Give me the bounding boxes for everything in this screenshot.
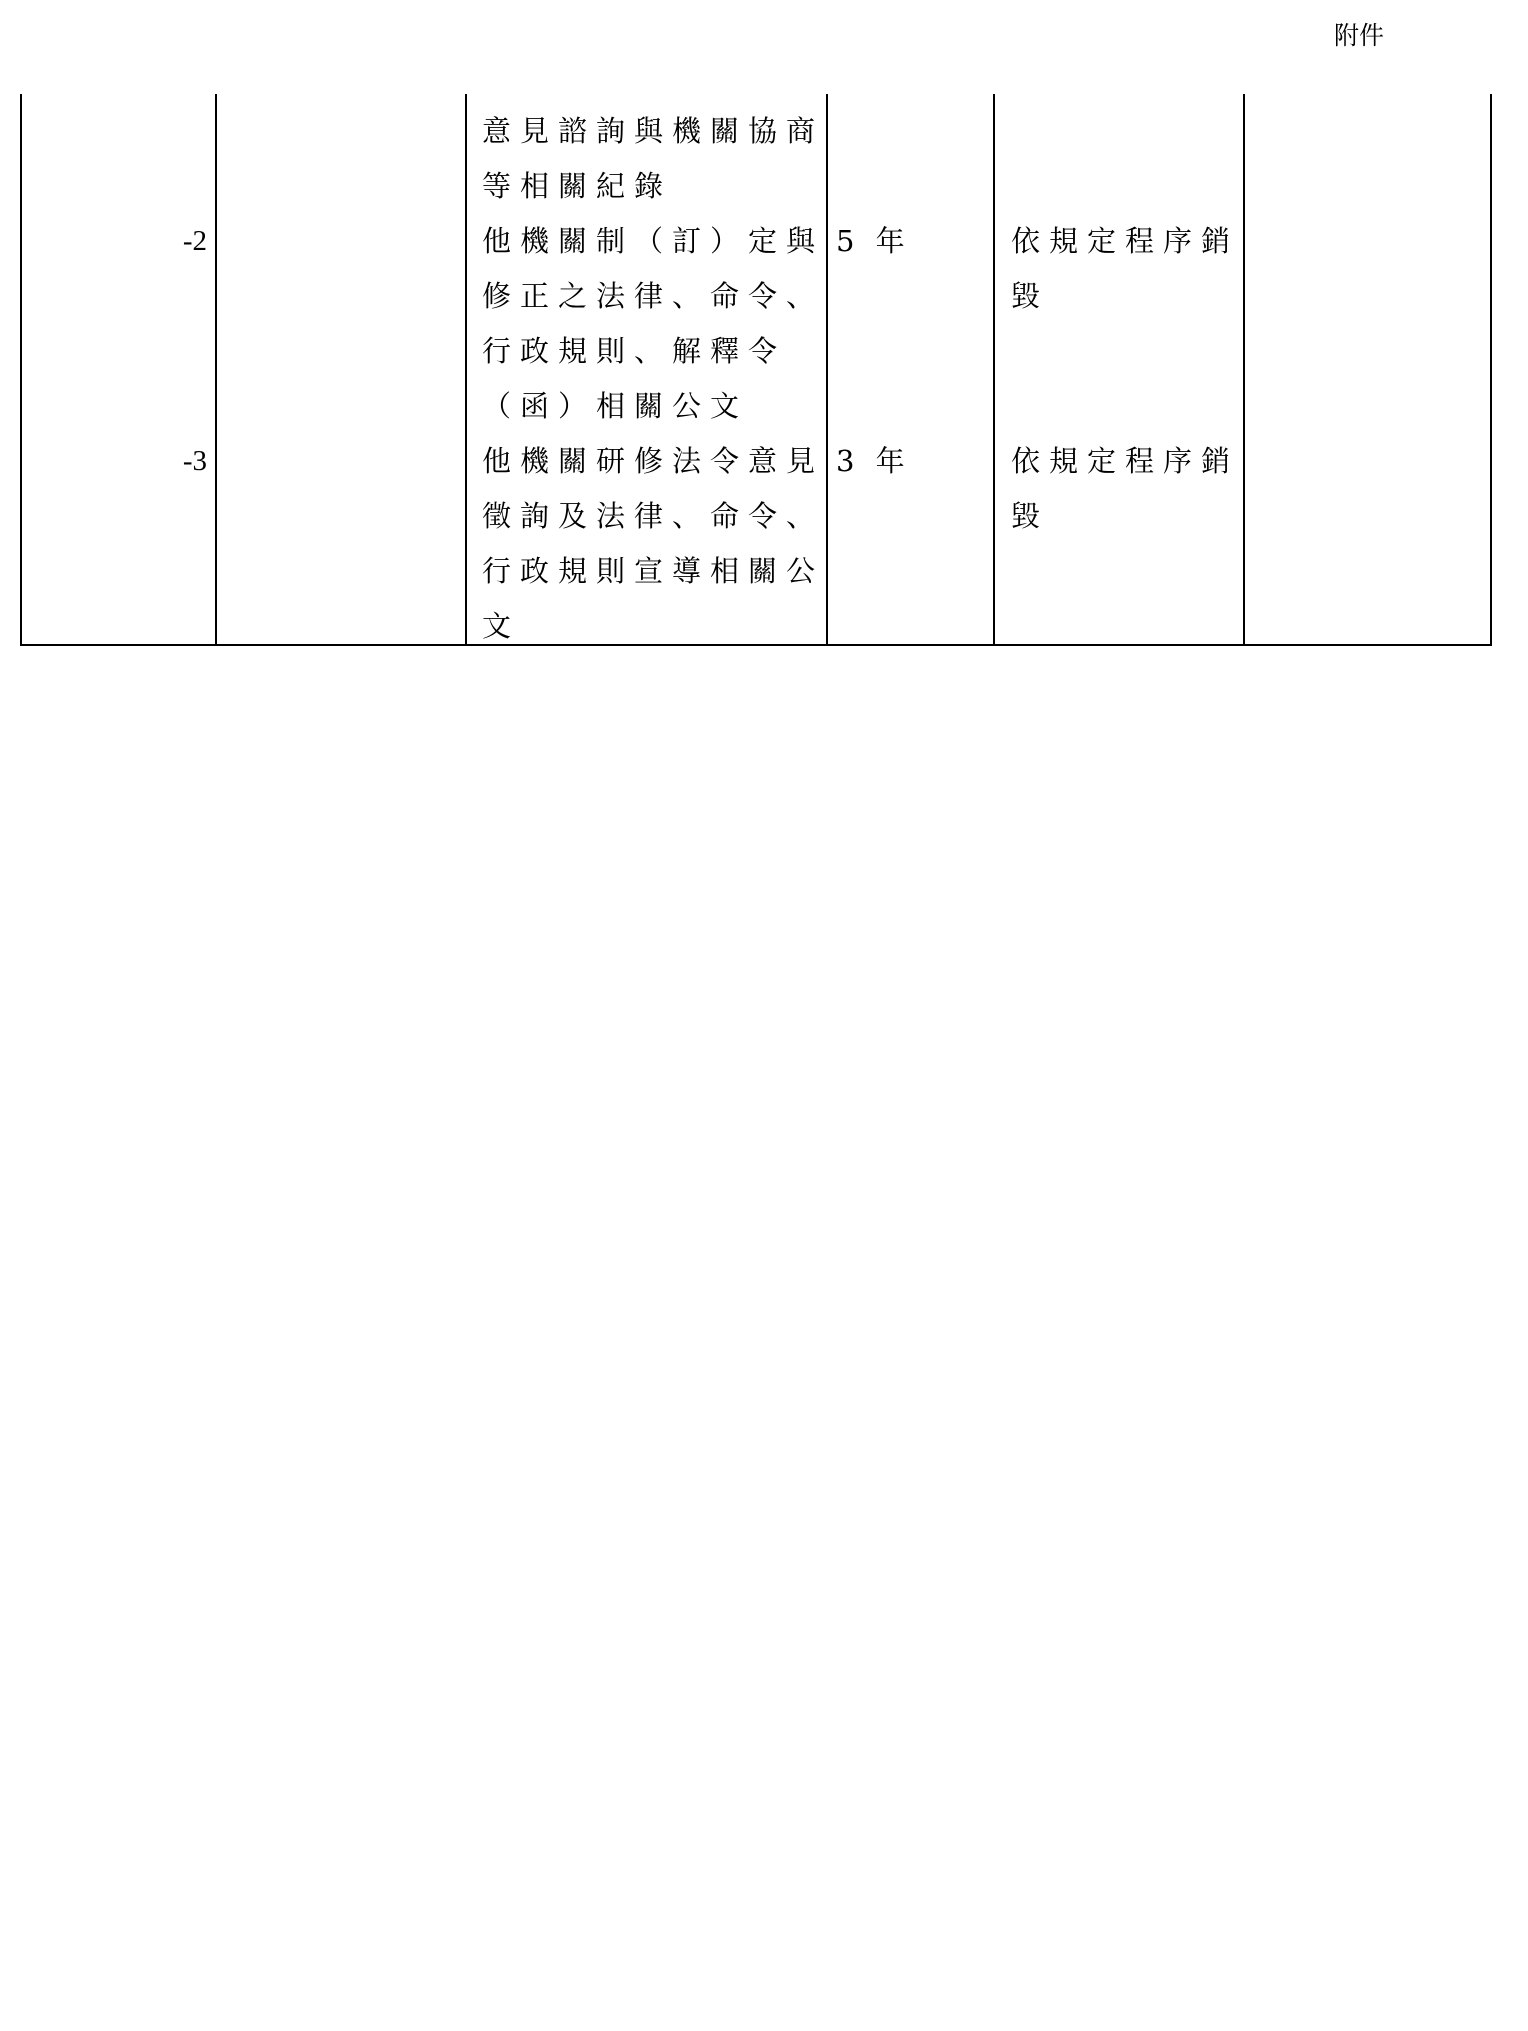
row-3-retention-period: 3 年 [836, 444, 911, 478]
row-3-content-line-3: 行政規則宣導相關公 [482, 554, 825, 588]
table-border-right [1490, 94, 1492, 646]
row-2-disposal-line-1: 依規定程序銷 [1011, 224, 1240, 258]
row-2-content-line-2: 修正之法律、命令、 [482, 279, 825, 313]
row-3-content-line-2: 徵詢及法律、命令、 [482, 499, 825, 533]
retention-schedule-table [20, 94, 1492, 646]
table-border-left [20, 94, 22, 646]
row-2-seq: -2 [182, 225, 207, 257]
row-2-disposal-line-2: 毀 [1011, 279, 1050, 313]
row-1-content-line-1: 意見諮詢與機關協商 [482, 114, 825, 148]
row-3-disposal-line-2: 毀 [1011, 499, 1050, 533]
row-2-content-line-4: （函）相關公文 [482, 389, 749, 423]
attachment-label: 附件 [1334, 21, 1385, 50]
row-3-content-line-4: 文 [482, 609, 521, 643]
column-divider-1 [215, 94, 217, 646]
row-3-seq: -3 [182, 445, 207, 477]
column-divider-5 [1243, 94, 1245, 646]
row-2-content-line-1: 他機關制（訂）定與 [482, 224, 825, 258]
column-divider-4 [993, 94, 995, 646]
column-divider-2 [465, 94, 467, 646]
column-divider-3 [826, 94, 828, 646]
row-2-retention-period: 5 年 [836, 224, 911, 258]
table-border-bottom [20, 644, 1492, 646]
row-2-content-line-3: 行政規則、解釋令 [482, 334, 787, 368]
row-3-content-line-1: 他機關研修法令意見 [482, 444, 825, 478]
row-3-disposal-line-1: 依規定程序銷 [1011, 444, 1240, 478]
row-1-content-line-2: 等相關紀錄 [482, 169, 673, 203]
